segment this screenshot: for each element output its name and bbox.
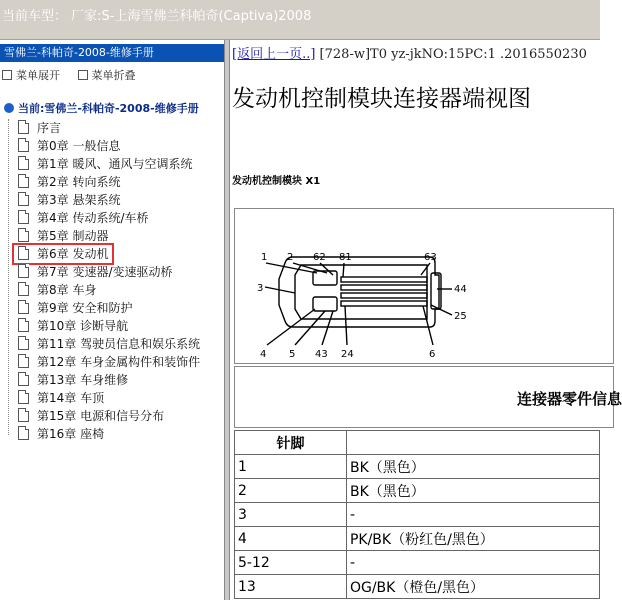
tree-item-chapter-10[interactable]: 第10章 诊断导航 [18, 317, 128, 335]
figure-label-5: 5 [289, 349, 296, 360]
collapse-icon [78, 70, 88, 80]
figure-label-81: 81 [339, 252, 352, 263]
table-row [235, 479, 600, 503]
title-bar [0, 0, 600, 40]
expand-icon [2, 70, 12, 80]
document-icon [18, 372, 29, 386]
document-icon [18, 192, 29, 206]
pin-cell: 4 [235, 527, 347, 551]
document-icon [18, 354, 29, 368]
tree-item-preface[interactable]: 序言 [18, 119, 61, 137]
connector-figure [234, 208, 614, 364]
pin-cell: 13 [235, 575, 347, 599]
wire-color-cell: PK/BK（粉红色/黑色） [346, 527, 599, 551]
tree-item-chapter-16[interactable]: 第16章 座椅 [18, 425, 104, 443]
table-row [235, 503, 600, 527]
color-column-header [346, 431, 599, 455]
page-title: 发动机控制模块连接器端视图 [232, 86, 531, 112]
figure-label-43: 43 [315, 349, 328, 360]
figure-label-62: 62 [313, 252, 326, 263]
pin-cell: 1 [235, 455, 347, 479]
tree-item-chapter-13[interactable]: 第13章 车身维修 [18, 371, 128, 389]
wire-color-cell: BK（黑色） [346, 479, 599, 503]
table-row [235, 575, 600, 599]
figure-label-44: 44 [454, 284, 467, 295]
wire-color-cell: - [346, 503, 599, 527]
figure-label-24: 24 [341, 349, 354, 360]
tree-item-chapter-0[interactable]: 第0章 一般信息 [18, 137, 120, 155]
manual-book-icon [4, 103, 14, 113]
sidebar [0, 40, 224, 600]
tree-item-chapter-7[interactable]: 第7章 变速器/变速驱动桥 [18, 263, 173, 281]
tree-item-chapter-6-selected[interactable]: 第6章 发动机 [14, 245, 112, 263]
document-icon [18, 210, 29, 224]
tree-item-chapter-4[interactable]: 第4章 传动系统/车桥 [18, 209, 149, 227]
document-icon [18, 390, 29, 404]
tree-item-chapter-11[interactable]: 第11章 驾驶员信息和娱乐系统 [18, 335, 200, 353]
figure-label-25: 25 [454, 311, 467, 322]
tree-item-chapter-3[interactable]: 第3章 悬架系统 [18, 191, 120, 209]
document-code: [728-w]T0 yz-jkNO:15PC:1 .2016550230 [315, 47, 587, 62]
parts-info-title: 连接器零件信息 [517, 390, 622, 408]
table-row [235, 551, 600, 575]
document-icon [18, 138, 29, 152]
pin-table [234, 430, 600, 599]
parts-info-box [234, 366, 622, 428]
document-icon [18, 426, 29, 440]
tree-item-chapter-2[interactable]: 第2章 转向系统 [18, 173, 120, 191]
tree-item-chapter-9[interactable]: 第9章 安全和防护 [18, 299, 132, 317]
tree-connector-line [8, 119, 9, 435]
table-row [235, 527, 600, 551]
tree-item-chapter-15[interactable]: 第15章 电源和信号分布 [18, 407, 164, 425]
document-icon [18, 300, 29, 314]
collapse-menu-button[interactable]: 菜单折叠 [78, 69, 136, 82]
document-icon [18, 264, 29, 278]
pin-column-header: 针脚 [235, 431, 347, 455]
nav-line [232, 43, 587, 62]
wire-color-cell: BK（黑色） [346, 455, 599, 479]
figure-label-1: 1 [261, 252, 268, 263]
module-label: 发动机控制模块 X1 [232, 176, 321, 187]
current-manual-link[interactable]: 当前:雪佛兰-科帕奇-2008-维修手册 [4, 100, 199, 116]
vehicle-model-label: 当前车型： 厂家:S-上海雪佛兰科帕奇(Captiva)2008 [2, 9, 312, 24]
tree-item-chapter-8[interactable]: 第8章 车身 [18, 281, 96, 299]
document-icon [18, 318, 29, 332]
document-icon [18, 336, 29, 350]
document-icon [18, 120, 29, 134]
table-row [235, 455, 600, 479]
table-header-row [235, 431, 600, 455]
pin-cell: 5-12 [235, 551, 347, 575]
pin-cell: 3 [235, 503, 347, 527]
figure-label-4: 4 [260, 349, 267, 360]
connector-diagram [235, 209, 615, 365]
figure-label-2: 2 [287, 252, 294, 263]
document-icon [18, 174, 29, 188]
figure-label-3: 3 [257, 283, 264, 294]
tree-item-chapter-12[interactable]: 第12章 车身金属构件和装饰件 [18, 353, 200, 371]
sidebar-header: 雪佛兰-科帕奇-2008-维修手册 [0, 44, 224, 62]
document-icon [18, 408, 29, 422]
tree-item-chapter-14[interactable]: 第14章 车顶 [18, 389, 104, 407]
wire-color-cell: OG/BK（橙色/黑色） [346, 575, 599, 599]
content-pane [230, 40, 622, 600]
document-icon [18, 282, 29, 296]
document-icon [18, 228, 29, 242]
pin-cell: 2 [235, 479, 347, 503]
tree-item-chapter-5[interactable]: 第5章 制动器 [18, 227, 108, 245]
sidebar-toolbar [2, 67, 150, 83]
tree-item-chapter-1[interactable]: 第1章 暖风、通风与空调系统 [18, 155, 192, 173]
expand-menu-button[interactable]: 菜单展开 [2, 69, 60, 82]
figure-label-63: 63 [424, 252, 437, 263]
wire-color-cell: - [346, 551, 599, 575]
document-icon [18, 246, 29, 260]
figure-label-6: 6 [429, 349, 436, 360]
document-icon [18, 156, 29, 170]
back-link[interactable]: [返回上一页..] [232, 47, 316, 62]
